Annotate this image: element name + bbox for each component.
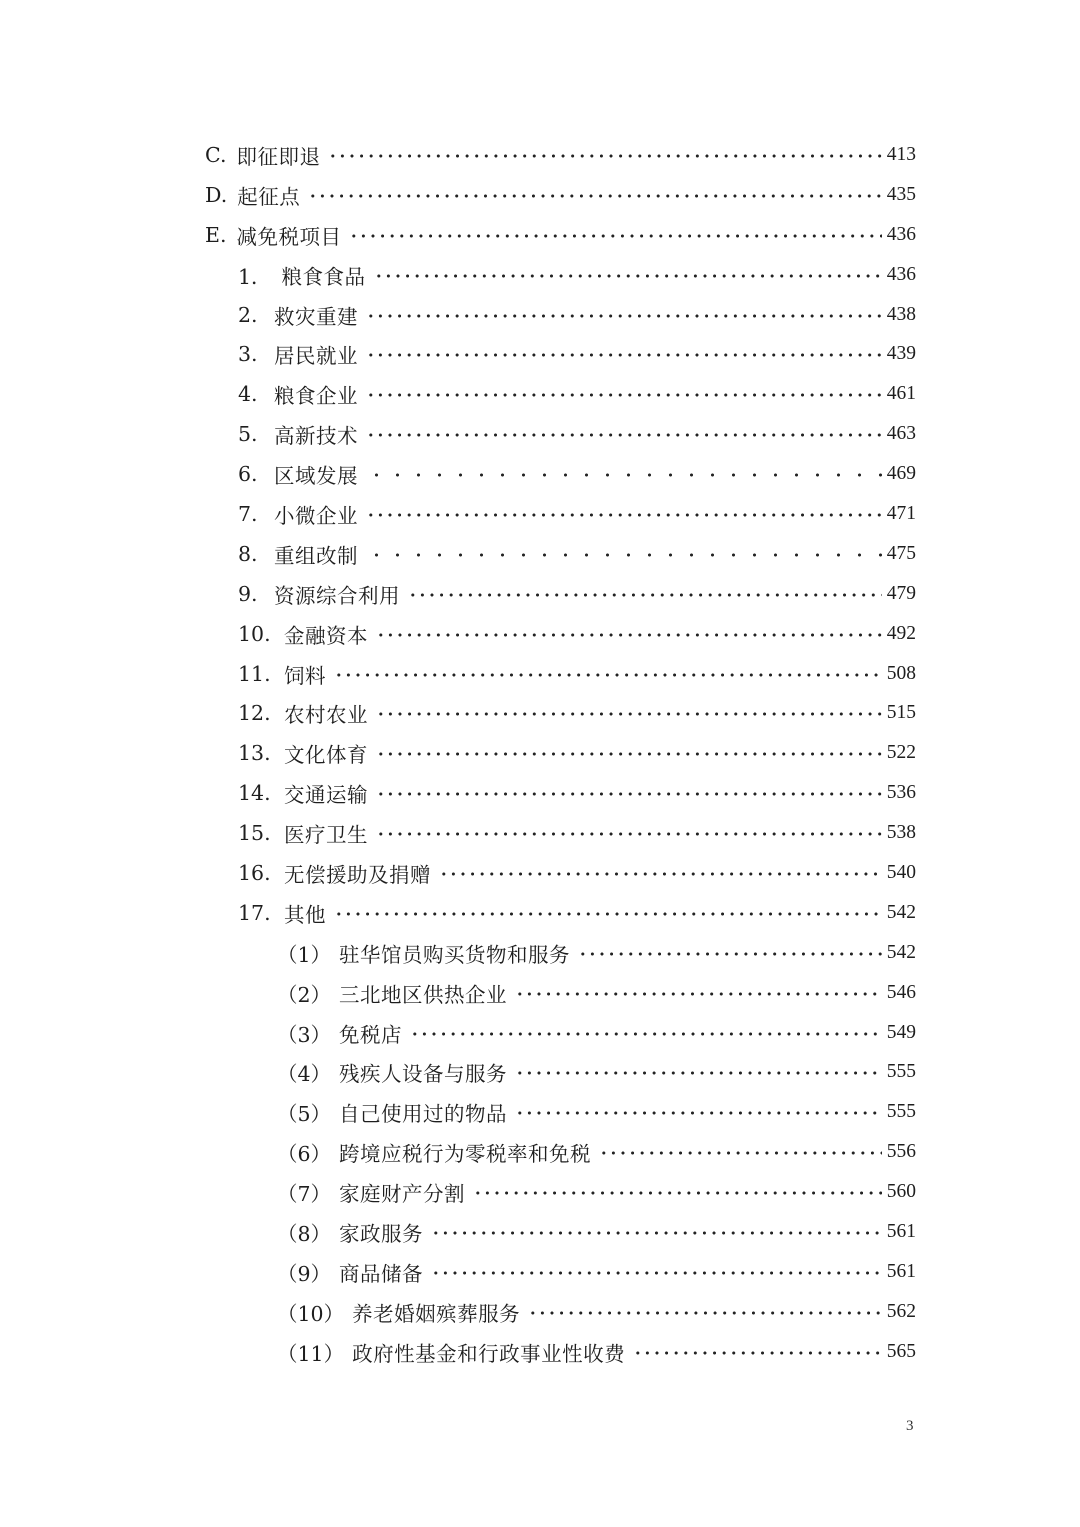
toc-entry[interactable] [0, 574, 1080, 614]
toc-entry[interactable] [0, 334, 1080, 374]
dot-leader [376, 712, 882, 716]
toc-entry-page: 565 [886, 1340, 916, 1362]
dot-leader [334, 673, 882, 677]
toc-entry-number: 14. [238, 781, 271, 806]
toc-entry[interactable] [0, 1252, 1080, 1292]
toc-entry-title: 文化体育 [284, 743, 368, 768]
dot-leader [366, 513, 882, 517]
dot-leader [376, 792, 882, 796]
toc-entry-number: 8. [238, 541, 258, 566]
toc-entry[interactable] [0, 1172, 1080, 1212]
toc-entry[interactable] [0, 733, 1080, 773]
dot-leader [515, 1071, 882, 1075]
toc-entry-page: 522 [886, 742, 916, 764]
toc-entry-number: （2） [277, 982, 332, 1007]
toc-entry-page: 436 [886, 223, 916, 245]
toc-entry[interactable] [0, 494, 1080, 534]
toc-entry-page: 555 [886, 1061, 916, 1083]
toc-entry[interactable] [0, 215, 1080, 255]
toc-entry[interactable] [0, 813, 1080, 853]
toc-entry-number: 17. [238, 900, 271, 925]
dot-leader [431, 1271, 882, 1275]
dot-leader [408, 593, 882, 597]
toc-entry-number: 11. [238, 661, 271, 686]
toc-entry-number: 2. [238, 302, 258, 327]
toc-entry[interactable] [0, 654, 1080, 694]
toc-entry-title: 小微企业 [274, 503, 358, 528]
toc-entry[interactable] [0, 255, 1080, 295]
toc-entry[interactable] [0, 1052, 1080, 1092]
toc-entry[interactable] [0, 135, 1080, 175]
dot-leader [349, 234, 882, 238]
toc-entry-page: 508 [886, 662, 916, 684]
toc-entry[interactable] [0, 1212, 1080, 1252]
toc-entry-title: 政府性基金和行政事业性收费 [352, 1341, 626, 1366]
toc-entry-title: 区域发展 [274, 464, 358, 489]
toc-entry-title: 其他 [284, 902, 326, 927]
toc-entry-title: 粮食食品 [281, 264, 366, 289]
toc-entry-page: 561 [886, 1260, 916, 1282]
toc-entry-number: 6. [238, 462, 258, 487]
toc-entry-number: （11） [277, 1341, 345, 1366]
toc-entry-page: 479 [886, 582, 916, 604]
toc-entry[interactable] [0, 454, 1080, 494]
toc-entry[interactable] [0, 414, 1080, 454]
toc-entry-title: 残疾人设备与服务 [339, 1062, 508, 1087]
toc-entry-title: 减免税项目 [236, 224, 342, 249]
toc-entry-number: E. [205, 222, 227, 247]
toc-entry[interactable] [0, 1332, 1080, 1372]
toc-entry[interactable] [0, 933, 1080, 973]
toc-entry-title: 三北地区供热企业 [339, 982, 508, 1007]
toc-entry-page: 542 [886, 941, 916, 963]
toc-entry-title: 重组改制 [274, 543, 358, 568]
toc-entry-number: （9） [277, 1261, 332, 1286]
toc-entry-page: 492 [886, 622, 916, 644]
toc-entry-number: （1） [277, 942, 332, 967]
toc-entry-number: （7） [277, 1182, 332, 1207]
toc-entry-title: 商品储备 [339, 1261, 424, 1286]
toc-entry[interactable] [0, 973, 1080, 1013]
dot-leader [633, 1351, 882, 1355]
toc-entry-title: 养老婚姻殡葬服务 [352, 1301, 521, 1326]
toc-entry-title: 高新技术 [274, 424, 358, 449]
toc-entry-number: （3） [277, 1022, 332, 1047]
toc-entry[interactable] [0, 1292, 1080, 1332]
toc-entry-title: 医疗卫生 [284, 823, 368, 848]
toc-entry-page: 435 [886, 183, 916, 205]
toc-entry-title: 跨境应税行为零税率和免税 [339, 1142, 592, 1167]
dot-leader [366, 314, 882, 318]
toc-entry-page: 561 [886, 1220, 916, 1242]
toc-entry-number: （10） [277, 1301, 345, 1326]
dot-leader [374, 274, 882, 278]
toc-entry-page: 560 [886, 1181, 916, 1203]
toc-entry-number: 12. [238, 701, 271, 726]
toc-entry[interactable] [0, 853, 1080, 893]
toc-entry[interactable] [0, 374, 1080, 414]
toc-entry-page: 439 [886, 343, 916, 365]
toc-entry-number: C. [205, 142, 227, 167]
toc-entry-title: 起征点 [237, 184, 301, 209]
toc-entry-title: 金融资本 [284, 623, 368, 648]
toc-entry-title: 救灾重建 [274, 304, 358, 329]
toc-entry-page: 413 [886, 143, 916, 165]
dot-leader [328, 154, 882, 158]
toc-entry-title: 粮食企业 [274, 384, 358, 409]
toc-entry-title: 资源综合利用 [274, 583, 400, 608]
toc-entry[interactable] [0, 693, 1080, 733]
toc-entry[interactable] [0, 1092, 1080, 1132]
toc-entry-number: 15. [238, 821, 271, 846]
toc-entry[interactable] [0, 893, 1080, 933]
toc-entry-page: 562 [886, 1300, 916, 1322]
toc-entry-number: D. [205, 182, 228, 207]
page-number: 3 [906, 1418, 914, 1434]
dot-leader [578, 952, 882, 956]
toc-entry-page: 536 [886, 782, 916, 804]
dot-leader [366, 433, 882, 437]
dot-leader [599, 1151, 882, 1155]
toc-entry[interactable] [0, 1132, 1080, 1172]
toc-entry-number: 10. [238, 621, 271, 646]
toc-entry-page: 549 [886, 1021, 916, 1043]
toc-entry-title: 家庭财产分割 [339, 1182, 466, 1207]
toc-entry[interactable] [0, 295, 1080, 335]
toc-entry-number: 1． [238, 264, 272, 289]
dot-leader [308, 194, 882, 198]
toc-entry-number: 3. [238, 342, 258, 367]
toc-entry[interactable] [0, 175, 1080, 215]
toc-entry-page: 515 [886, 702, 916, 724]
toc-entry[interactable] [0, 614, 1080, 654]
toc-entry-number: 4. [238, 382, 258, 407]
dot-leader [366, 393, 882, 397]
toc-entry-title: 饲料 [284, 663, 326, 688]
toc-entry-number: 13. [238, 741, 271, 766]
dot-leader [376, 633, 882, 637]
toc-entry-number: 16. [238, 860, 271, 885]
table-of-contents [0, 135, 1080, 1372]
dot-leader [376, 832, 882, 836]
toc-entry-title: 即征即退 [236, 144, 321, 169]
toc-entry-number: 9. [238, 581, 258, 606]
toc-entry-number: 7. [238, 501, 258, 526]
toc-entry-title: 居民就业 [274, 344, 358, 369]
dot-leader [366, 353, 882, 357]
toc-entry-page: 546 [886, 981, 916, 1003]
dot-leader [366, 553, 882, 557]
toc-entry-page: 471 [886, 502, 916, 524]
toc-entry-title: 免税店 [339, 1022, 403, 1047]
dot-leader [431, 1231, 882, 1235]
toc-entry-page: 538 [886, 822, 916, 844]
toc-entry-title: 交通运输 [284, 783, 368, 808]
toc-entry-number: （6） [277, 1142, 332, 1167]
toc-entry-title: 家政服务 [339, 1221, 424, 1246]
toc-entry-page: 436 [886, 263, 916, 285]
toc-entry-number: （4） [277, 1062, 332, 1087]
toc-entry[interactable] [0, 534, 1080, 574]
toc-entry-page: 463 [886, 423, 916, 445]
toc-entry-page: 556 [886, 1141, 916, 1163]
toc-entry-page: 438 [886, 303, 916, 325]
toc-entry-title: 农村农业 [284, 703, 368, 728]
toc-entry-title: 驻华馆员购买货物和服务 [339, 942, 571, 967]
toc-entry[interactable] [0, 1013, 1080, 1053]
dot-leader [528, 1311, 882, 1315]
dot-leader [515, 992, 882, 996]
dot-leader [473, 1191, 882, 1195]
dot-leader [366, 473, 882, 477]
toc-entry-page: 475 [886, 542, 916, 564]
dot-leader [410, 1032, 882, 1036]
toc-entry-page: 555 [886, 1101, 916, 1123]
toc-entry-number: （8） [277, 1221, 332, 1246]
toc-entry-page: 540 [886, 861, 916, 883]
dot-leader [515, 1111, 882, 1115]
toc-entry-title: 自己使用过的物品 [339, 1102, 508, 1127]
toc-entry-number: 5. [238, 422, 258, 447]
dot-leader [376, 752, 882, 756]
dot-leader [439, 872, 882, 876]
toc-entry-title: 无偿援助及捐赠 [284, 862, 431, 887]
toc-entry[interactable] [0, 773, 1080, 813]
toc-entry-page: 469 [886, 463, 916, 485]
dot-leader [334, 912, 882, 916]
toc-entry-number: （5） [277, 1102, 332, 1127]
toc-entry-page: 542 [886, 901, 916, 923]
toc-entry-page: 461 [886, 383, 916, 405]
